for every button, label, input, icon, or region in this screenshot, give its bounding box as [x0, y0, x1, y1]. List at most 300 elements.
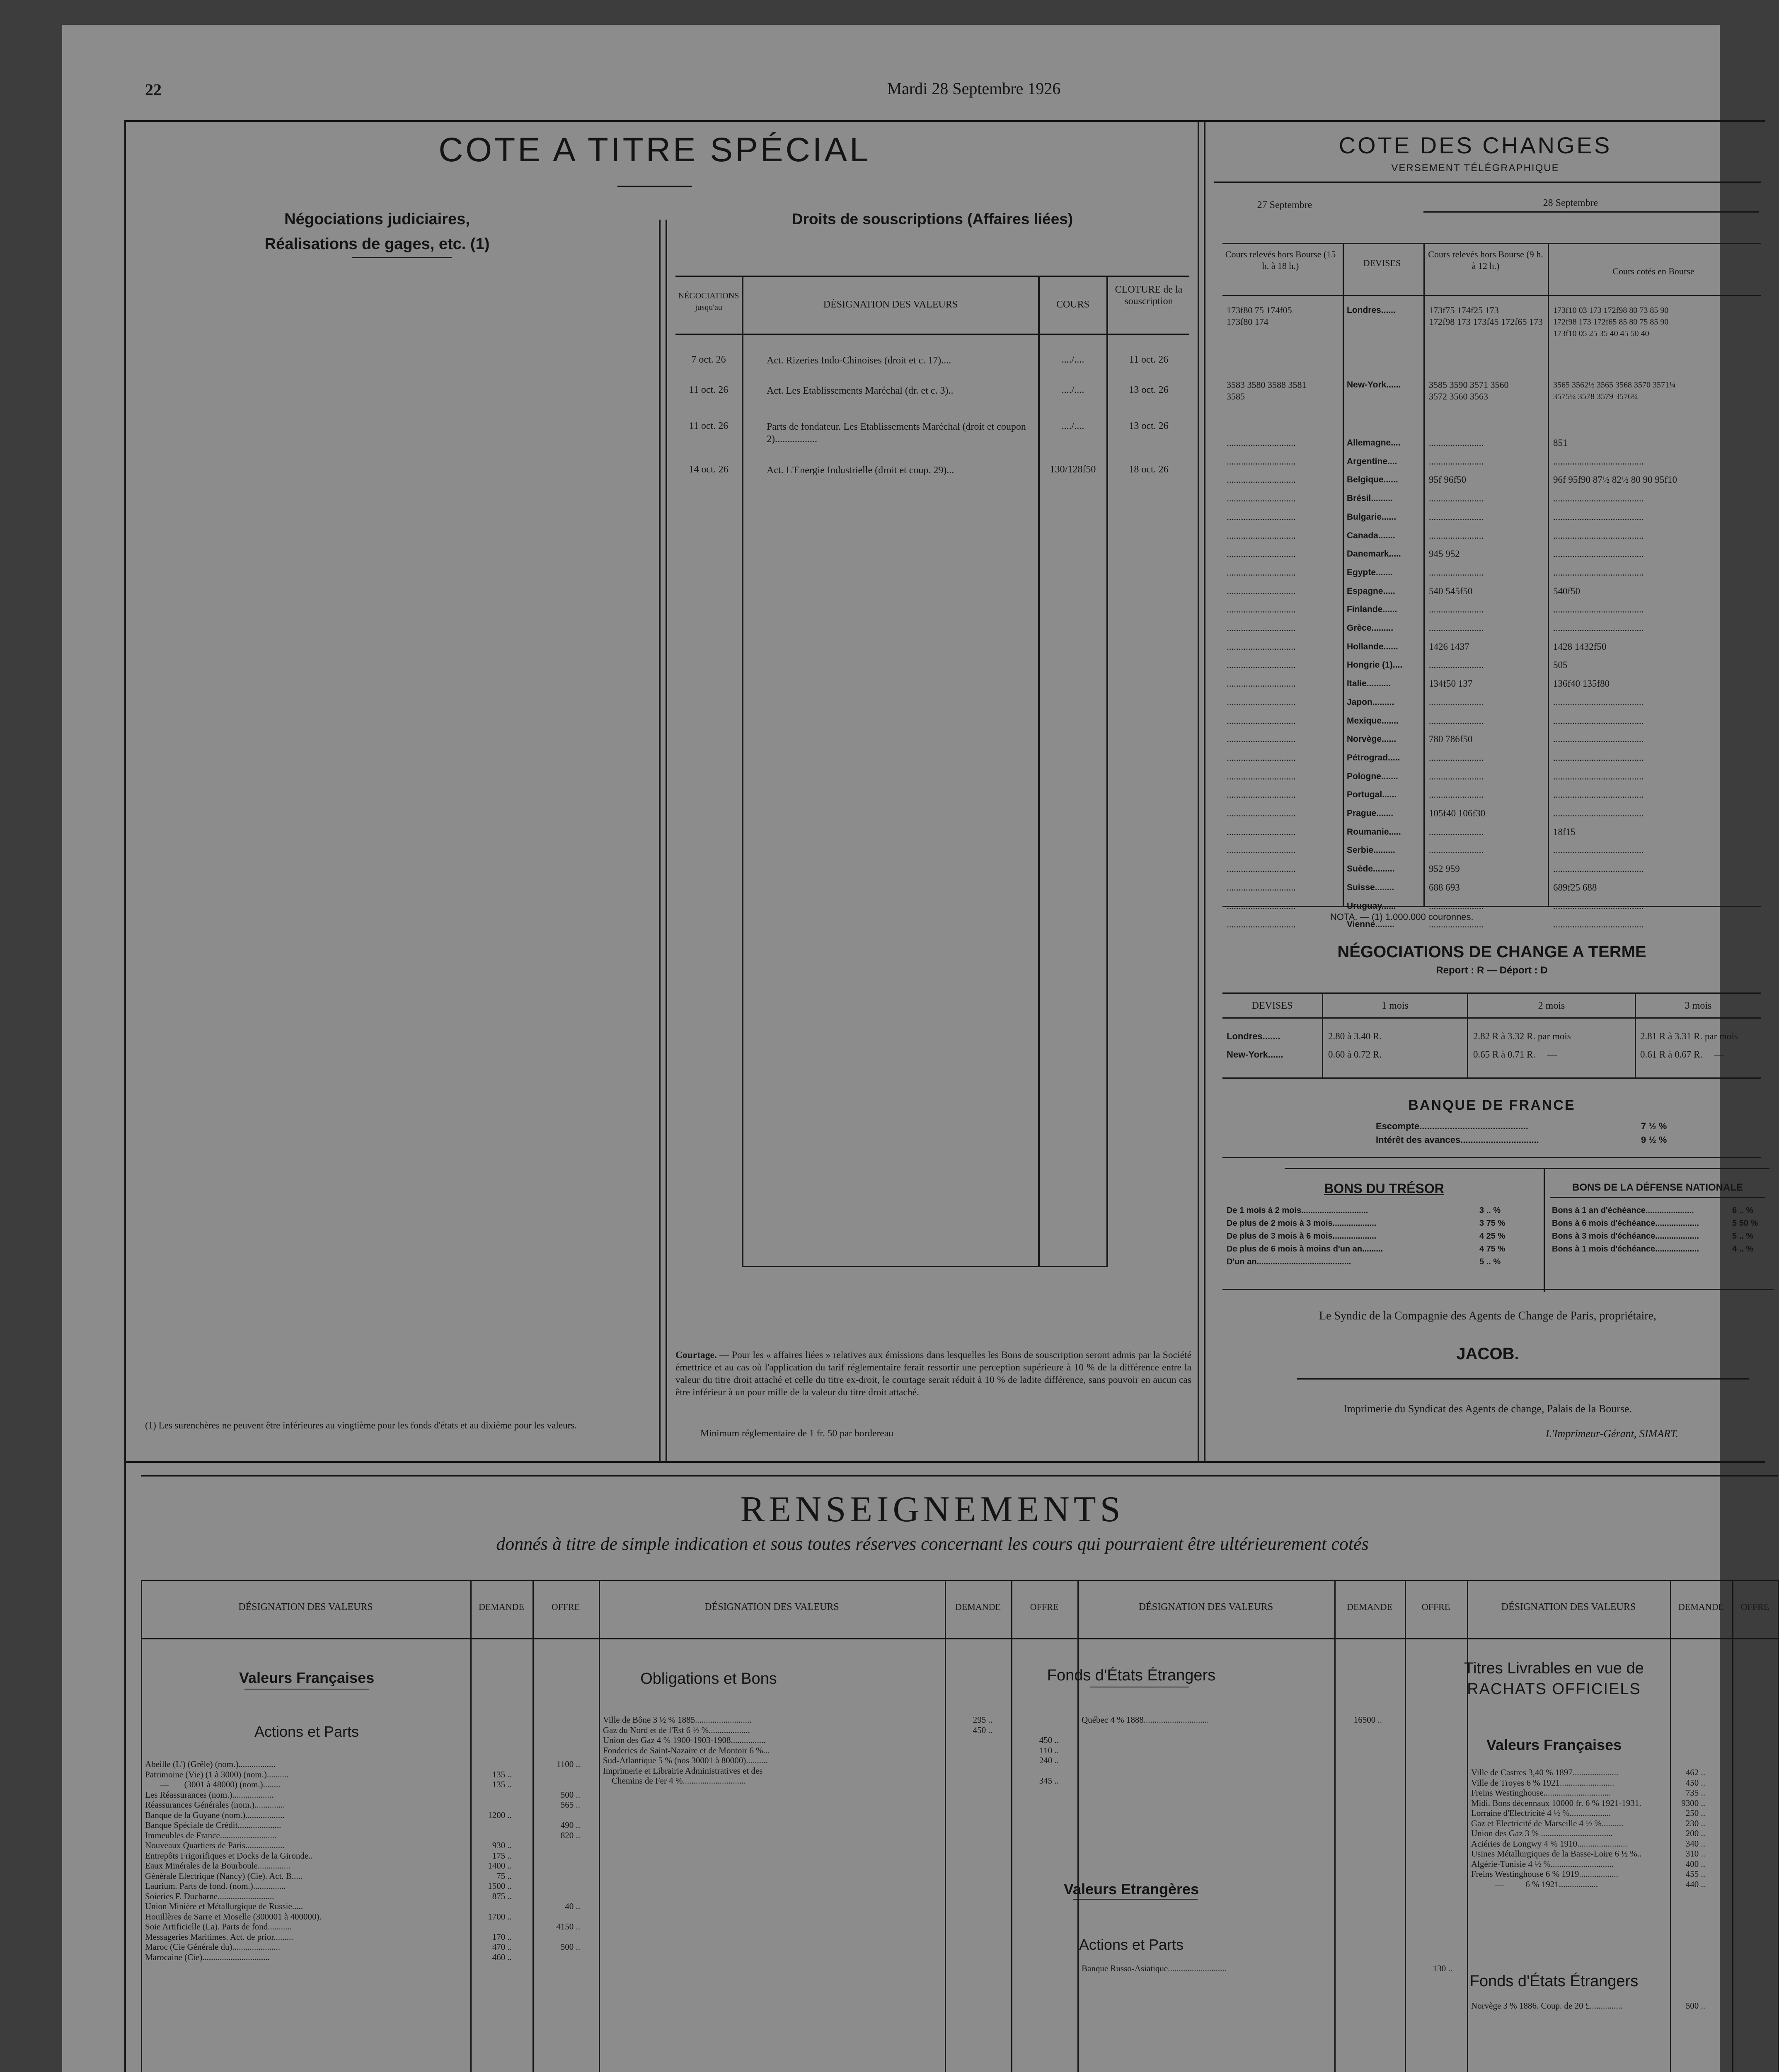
- list-item-demande: 175 ..: [492, 1850, 512, 1861]
- changes-row-prev: 3583 3580 3588 3581 3585: [1227, 380, 1307, 402]
- changes-row-devise: Mexique.......: [1347, 716, 1399, 726]
- list-item-offre: 500 ..: [560, 1789, 580, 1800]
- changes-row-horsbourse: .......................: [1429, 771, 1484, 782]
- rens-col4-sub2: Fonds d'États Étrangers: [1469, 1973, 1639, 1990]
- changes-row-devise: Argentine....: [1347, 456, 1397, 466]
- list-item-demande: 735 ..: [1685, 1788, 1705, 1798]
- changes-row-bourse: ......................................: [1553, 845, 1644, 856]
- changes-row-prev: .............................: [1227, 641, 1296, 652]
- changes-row-bourse: ......................................: [1553, 493, 1644, 504]
- list-item-demande: 75 ..: [496, 1871, 512, 1881]
- changes-row-bourse: ......................................: [1553, 864, 1644, 874]
- changes-row-horsbourse: .......................: [1429, 623, 1484, 633]
- list-item-demande: 450 ..: [1685, 1777, 1705, 1788]
- changes-row-bourse: ......................................: [1553, 549, 1644, 559]
- changes-row-horsbourse: .......................: [1429, 493, 1484, 504]
- changes-row-prev: .............................: [1227, 456, 1296, 467]
- changes-row-devise: Norvège......: [1347, 734, 1397, 744]
- list-item-offre: 565 ..: [560, 1800, 580, 1810]
- changes-row-devise: Espagne.....: [1347, 586, 1395, 596]
- changes-row-horsbourse: 134f50 137: [1429, 678, 1473, 689]
- changes-row-prev: .............................: [1227, 900, 1296, 911]
- col-designation-header: DÉSIGNATION DES VALEURS: [1501, 1602, 1636, 1612]
- changes-row-devise: Londres......: [1347, 305, 1396, 315]
- list-item-name: Freins Westinghouse...............................: [1471, 1788, 1611, 1798]
- banque-escompte-value: 7 ½ %: [1641, 1121, 1667, 1131]
- syndic-line: Le Syndic de la Compagnie des Agents de Change de Paris, propriétaire,: [1319, 1310, 1657, 1322]
- changes-row-horsbourse: 105f40 106f30: [1429, 808, 1486, 818]
- changes-row-horsbourse: .......................: [1429, 715, 1484, 726]
- changes-row-devise: Serbie.........: [1347, 845, 1395, 855]
- changes-row-horsbourse: 3585 3590 3571 3560 3572 3560 3563: [1429, 380, 1509, 402]
- changes-row-prev: .............................: [1227, 882, 1296, 893]
- page-number: 22: [145, 80, 162, 99]
- changes-row-bourse: ......................................: [1553, 715, 1644, 726]
- changes-row-prev: .............................: [1227, 808, 1296, 818]
- column-rule: [1405, 1580, 1406, 2072]
- bons-tresor-row-value: 3 .. %: [1479, 1206, 1501, 1215]
- bons-defense-row-value: 6 .. %: [1732, 1206, 1754, 1215]
- changes-row-bourse: 173f10 03 173 172f98 80 73 85 90 172f98 173 172f65 85 80 75 85 90 173f10 05 25 35 40 45 50 40: [1553, 306, 1669, 338]
- bons-defense-row-value: 5 .. %: [1732, 1232, 1754, 1241]
- list-item-offre: 130 ..: [1433, 1963, 1452, 1973]
- changes-row-bourse: ......................................: [1553, 456, 1644, 467]
- droits-row-designation: Parts de fondateur. Les Etablissements Maréchal (droit et coupon 2).................: [767, 421, 1026, 445]
- changes-row-prev: .............................: [1227, 752, 1296, 763]
- list-item-name: Usines Métallurgiques de la Basse-Loire 6 ½ %..: [1471, 1849, 1642, 1859]
- changes-row-prev: .............................: [1227, 660, 1296, 670]
- changes-row-prev: .............................: [1227, 734, 1296, 745]
- col-cotes: Cours cotés en Bourse: [1612, 266, 1694, 276]
- col-designation-header: DÉSIGNATION DES VALEURS: [1138, 1602, 1273, 1612]
- changes-row-horsbourse: 952 959: [1429, 864, 1460, 874]
- column-rule: [532, 1580, 534, 2072]
- judiciaires-title: Négociations judiciaires,: [284, 211, 470, 228]
- col-negociations: NÉGOCIATIONS jusqu'au: [678, 291, 739, 312]
- droits-row-cours: ..../....: [1061, 354, 1084, 365]
- changes-row-horsbourse: .......................: [1429, 789, 1484, 800]
- list-item-demande: 400 ..: [1685, 1859, 1705, 1869]
- imprimerie-line: Imprimerie du Syndicat des Agents de change, Palais de la Bourse.: [1343, 1403, 1632, 1415]
- column-rule: [1670, 1580, 1671, 2072]
- list-item-name: Messageries Maritimes. Act. de prior.........: [145, 1932, 293, 1942]
- list-item-demande: 250 ..: [1685, 1808, 1705, 1818]
- column-rule: [1467, 1580, 1468, 2072]
- droits-row-cloture: 13 oct. 26: [1129, 385, 1169, 395]
- banque-avances-label: Intérêt des avances...............................: [1376, 1135, 1539, 1145]
- changes-row-bourse: ......................................: [1553, 567, 1644, 578]
- terme-col-devises: DEVISES: [1251, 1000, 1293, 1011]
- changes-row-prev: .............................: [1227, 604, 1296, 615]
- column-rule: [470, 1580, 472, 2072]
- changes-row-devise: Suède.........: [1347, 864, 1395, 874]
- terme-title: NÉGOCIATIONS DE CHANGE A TERME: [1337, 943, 1646, 961]
- terme-subtitle: Report : R — Déport : D: [1436, 965, 1548, 976]
- changes-row-devise: Brésil.........: [1347, 494, 1393, 503]
- list-item-offre: 40 ..: [565, 1901, 580, 1911]
- list-item-name: Union des Gaz 4 % 1900-1903-1908................: [603, 1735, 766, 1745]
- droits-row-negociation: 7 oct. 26: [691, 354, 726, 365]
- bons-tresor-row-label: De plus de 6 mois à moins d'un an.........: [1227, 1244, 1383, 1254]
- bons-tresor-title: BONS DU TRÉSOR: [1324, 1181, 1444, 1196]
- changes-row-horsbourse: .......................: [1429, 826, 1484, 837]
- droits-row-cloture: 11 oct. 26: [1129, 354, 1169, 365]
- changes-row-devise: Pologne.......: [1347, 771, 1398, 781]
- list-item-offre: 450 ..: [1039, 1735, 1059, 1745]
- col-demande-header: DEMANDE: [479, 1602, 524, 1612]
- rens-col2-section: Obligations et Bons: [640, 1670, 777, 1687]
- list-item-name: Fonderies de Saint-Nazaire et de Montoir 6 %...: [603, 1745, 770, 1755]
- changes-row-prev: .............................: [1227, 826, 1296, 837]
- column-rule: [1334, 1580, 1336, 2072]
- list-item-demande: 230 ..: [1685, 1818, 1705, 1828]
- changes-row-horsbourse: .......................: [1429, 660, 1484, 670]
- list-item-name: Soie Artificielle (La). Parts de fond...........: [145, 1922, 292, 1932]
- column-rule: [945, 1580, 946, 2072]
- changes-row-horsbourse: .......................: [1429, 845, 1484, 856]
- list-item-demande: 135 ..: [492, 1779, 512, 1789]
- changes-nota: NOTA. — (1) 1.000.000 couronnes.: [1330, 912, 1474, 922]
- changes-row-prev: .............................: [1227, 678, 1296, 689]
- bons-defense-title: BONS DE LA DÉFENSE NATIONALE: [1572, 1182, 1743, 1193]
- list-item-demande: 455 ..: [1685, 1869, 1705, 1879]
- list-item-name: Réassurances Générales (nom.)..............: [145, 1800, 285, 1810]
- terme-row-newyork-2m: 0.65 R à 0.71 R. —: [1473, 1049, 1557, 1060]
- list-item-demande: 1200 ..: [488, 1810, 512, 1820]
- list-item-name: Soieries F. Ducharne..........................: [145, 1891, 274, 1901]
- droits-row-cloture: 18 oct. 26: [1129, 464, 1169, 475]
- banque-title: BANQUE DE FRANCE: [1408, 1097, 1576, 1113]
- rens-col3-subsection2: Actions et Parts: [1079, 1936, 1184, 1953]
- list-item-demande: 470 ..: [492, 1942, 512, 1952]
- cote-speciale-title: COTE A TITRE SPÉCIAL: [438, 131, 871, 169]
- terme-row-londres-1m: 2.80 à 3.40 R.: [1328, 1031, 1382, 1041]
- page-date: Mardi 28 Septembre 1926: [887, 79, 1061, 98]
- list-item-offre: 4150 ..: [556, 1922, 580, 1932]
- list-item-demande: 200 ..: [1685, 1828, 1705, 1838]
- droits-row-cours: 130/128f50: [1050, 464, 1096, 475]
- gerant-line: L'Imprimeur-Gérant, SIMART.: [1545, 1428, 1678, 1440]
- changes-row-bourse: ......................................: [1553, 919, 1644, 930]
- droits-row-designation: Act. Rizeries Indo-Chinoises (droit et c. 17)....: [767, 355, 951, 366]
- droits-row-cours: ..../....: [1061, 421, 1084, 431]
- rens-col3-section1: Fonds d'États Étrangers: [1047, 1667, 1216, 1684]
- list-item-demande: 460 ..: [492, 1952, 512, 1962]
- list-item-demande: 170 ..: [492, 1932, 512, 1942]
- list-item-demande: 295 ..: [973, 1715, 992, 1725]
- col-offre-header: OFFRE: [1740, 1602, 1769, 1612]
- list-item-name: Houillères de Sarre et Moselle (300001 à 400000).: [145, 1911, 322, 1922]
- list-item-name: Maroc (Cie Générale du)......................: [145, 1942, 280, 1952]
- changes-row-bourse: 18f15: [1553, 826, 1576, 837]
- changes-row-devise: Hongrie (1)....: [1347, 660, 1403, 670]
- col-cloture: CLOTURE de la souscription: [1115, 284, 1183, 307]
- changes-row-prev: .............................: [1227, 511, 1296, 522]
- terme-col-1mois: 1 mois: [1382, 1000, 1409, 1011]
- changes-row-bourse: 689f25 688: [1553, 882, 1597, 893]
- terme-row-newyork-1m: 0.60 à 0.72 R.: [1328, 1049, 1382, 1060]
- changes-row-bourse: ......................................: [1553, 623, 1644, 633]
- bons-tresor-row-label: De 1 mois à 2 mois.............................: [1227, 1206, 1368, 1215]
- changes-row-prev: 173f80 75 174f05 173f80 174: [1227, 305, 1292, 327]
- bons-defense-row-label: Bons à 1 mois d'échéance...................: [1552, 1244, 1699, 1254]
- droits-row-designation: Act. L'Energie Industrielle (droit et coup. 29)...: [767, 465, 954, 476]
- list-item-offre: 1100 ..: [557, 1759, 580, 1769]
- courtage-text: — Pour les « affaires liées » relatives aux émissions dans lesquelles les Bons de souscription seront admis par la Société émettrice et au cas où l'application du tarif réglementaire ferait ressortir une perception supérieure à 10 % de la différence entre la valeur du titre droit attaché et celle du titre ex-droit, le courtage serait réduit à 10 % de ladite différence, sans pouvoir en aucun cas être inférieur à un pour mille de la valeur du titre droit attaché.: [675, 1350, 1191, 1398]
- list-item-name: — 6 % 1921..................: [1471, 1879, 1598, 1889]
- list-item-name: Aciéries de Longwy 4 % 1910.......................: [1471, 1838, 1627, 1849]
- changes-row-horsbourse: 780 786f50: [1429, 734, 1473, 745]
- changes-row-bourse: ......................................: [1553, 697, 1644, 707]
- changes-row-bourse: 505: [1553, 660, 1568, 670]
- rens-col3-section2: Valeurs Etrangères: [1063, 1881, 1199, 1898]
- changes-row-bourse: 3565 3562½ 3565 3568 3570 3571¼ 3575¼ 3578 3579 3576¾: [1553, 380, 1675, 401]
- list-item-offre: 110 ..: [1039, 1745, 1059, 1755]
- list-item-name: Marocaine (Cie)...............................: [145, 1952, 270, 1962]
- column-rule: [141, 1580, 142, 2072]
- changes-row-prev: .............................: [1227, 493, 1296, 504]
- column-rule: [599, 1580, 600, 2072]
- terme-row-newyork-3m: 0.61 R à 0.67 R. —: [1640, 1049, 1724, 1060]
- column-rule: [1011, 1580, 1012, 2072]
- list-item-name: Lorraine d'Electricité 4 ½ %...................: [1471, 1808, 1611, 1818]
- courtage-label: Courtage.: [675, 1350, 717, 1360]
- bons-tresor-row-value: 5 .. %: [1479, 1257, 1501, 1266]
- col-offre-header: OFFRE: [1030, 1602, 1059, 1612]
- changes-title: COTE DES CHANGES: [1338, 132, 1612, 158]
- changes-row-prev: .............................: [1227, 715, 1296, 726]
- list-item-name: Freins Westinghouse 6 % 1919..................: [1471, 1869, 1618, 1879]
- list-item-name: Abeille (L') (Grêle) (nom.).................: [145, 1759, 276, 1769]
- terme-row-londres-devise: Londres.......: [1227, 1031, 1280, 1041]
- changes-row-bourse: ......................................: [1553, 771, 1644, 782]
- list-item-name: Ville de Troyes 6 % 1921.........................: [1471, 1777, 1614, 1788]
- list-item-demande: 450 ..: [973, 1725, 992, 1735]
- list-item-demande: 930 ..: [492, 1840, 512, 1850]
- list-item-demande: 340 ..: [1685, 1838, 1705, 1849]
- gages-title: Réalisations de gages, etc. (1): [264, 235, 490, 253]
- list-item-demande: 1500 ..: [488, 1881, 512, 1891]
- changes-row-devise: Belgique......: [1347, 475, 1398, 485]
- list-item-name: Immeubles de France..........................: [145, 1830, 277, 1840]
- list-item-name: Générale Electrique (Nancy) (Cie). Act. B.....: [145, 1871, 303, 1881]
- changes-row-devise: Allemagne....: [1347, 438, 1401, 448]
- changes-row-devise: Hollande......: [1347, 641, 1398, 651]
- bons-tresor-row-value: 3 75 %: [1479, 1219, 1505, 1228]
- changes-row-devise: Danemark.....: [1347, 549, 1401, 559]
- changes-row-prev: .............................: [1227, 586, 1296, 596]
- list-item-demande: 440 ..: [1685, 1879, 1705, 1889]
- col-releves-left: Cours relevés hors Bourse (15 h. à 18 h.): [1225, 249, 1336, 271]
- rens-col1-subsection: Actions et Parts: [254, 1723, 359, 1740]
- changes-row-devise: Italie..........: [1347, 679, 1391, 689]
- renseignements-subtitle: donnés à titre de simple indication et sous toutes réserves concernant les cours qui pourraient être ultérieurement cotés: [496, 1534, 1369, 1554]
- terme-col-3mois: 3 mois: [1685, 1000, 1712, 1011]
- list-item-name: Les Réassurances (nom.)...................: [145, 1789, 274, 1800]
- changes-row-prev: .............................: [1227, 567, 1296, 578]
- droits-row-cours: ..../....: [1061, 385, 1084, 395]
- changes-row-devise: Roumanie.....: [1347, 827, 1401, 837]
- list-item-name: Union Minière et Métallurgique de Russie.....: [145, 1901, 303, 1911]
- changes-date-left: 27 Septembre: [1257, 200, 1312, 211]
- changes-row-devise: Pétrograd.....: [1347, 753, 1400, 762]
- changes-row-devise: Portugal......: [1347, 790, 1397, 800]
- changes-subtitle: VERSEMENT TÉLÉGRAPHIQUE: [1391, 162, 1559, 174]
- list-item-name: Ville de Bône 3 ½ % 1885..........................: [603, 1715, 752, 1725]
- droits-row-negociation: 14 oct. 26: [689, 464, 729, 475]
- list-item-name: Sud-Atlantique 5 % (nos 30001 à 80000)..........: [603, 1755, 768, 1765]
- list-item-name: Québec 4 % 1888..............................: [1082, 1715, 1209, 1725]
- column-rule: [1732, 1580, 1733, 2072]
- list-item-name: Banque Russo-Asiatique...........................: [1082, 1963, 1227, 1973]
- changes-row-horsbourse: .......................: [1429, 456, 1484, 467]
- bons-defense-row-label: Bons à 1 an d'échéance.....................: [1552, 1206, 1694, 1215]
- changes-row-prev: .............................: [1227, 530, 1296, 541]
- changes-row-bourse: 1428 1432f50: [1553, 641, 1607, 652]
- changes-row-devise: Bulgarie......: [1347, 512, 1397, 522]
- changes-row-horsbourse: .......................: [1429, 567, 1484, 578]
- rens-col4-section-2: RACHATS OFFICIELS: [1467, 1680, 1641, 1698]
- banque-avances-value: 9 ½ %: [1641, 1135, 1667, 1145]
- col-designation-header: DÉSIGNATION DES VALEURS: [238, 1602, 373, 1612]
- list-item-demande: 1400 ..: [488, 1861, 512, 1871]
- list-item-demande: 9300 ..: [1681, 1798, 1705, 1808]
- list-item-demande: 1700 ..: [488, 1911, 512, 1922]
- changes-row-devise: Grèce.........: [1347, 623, 1394, 633]
- col-designation: DÉSIGNATION DES VALEURS: [823, 299, 958, 310]
- renseignements-title: RENSEIGNEMENTS: [740, 1489, 1125, 1530]
- list-item-name: Midi. Bons décennaux 10000 fr. 6 % 1921-1931.: [1471, 1798, 1641, 1808]
- list-item-demande: 16500 ..: [1353, 1715, 1382, 1725]
- changes-row-prev: .............................: [1227, 864, 1296, 874]
- changes-row-devise: Japon.........: [1347, 697, 1394, 707]
- list-item-demande: 500 ..: [1685, 2001, 1705, 2011]
- bons-tresor-row-label: De plus de 2 mois à 3 mois...................: [1227, 1219, 1377, 1228]
- changes-row-bourse: ......................................: [1553, 734, 1644, 745]
- list-item-offre: 500 ..: [560, 1942, 580, 1952]
- changes-row-prev: .............................: [1227, 697, 1296, 707]
- changes-row-devise: Egypte.......: [1347, 567, 1393, 577]
- list-item-name: Eaux Minérales de la Bourboule...............: [145, 1861, 290, 1871]
- changes-row-bourse: ......................................: [1553, 604, 1644, 615]
- bons-tresor-row-value: 4 25 %: [1479, 1232, 1505, 1241]
- changes-row-devise: Finlande......: [1347, 605, 1397, 615]
- col-demande-header: DEMANDE: [1347, 1602, 1392, 1612]
- changes-row-prev: .............................: [1227, 919, 1296, 930]
- rens-col1-section: Valeurs Françaises: [239, 1669, 375, 1686]
- col-offre-header: OFFRE: [551, 1602, 580, 1612]
- list-item-name: Nouveaux Quartiers de Paris..................: [145, 1840, 285, 1850]
- changes-row-bourse: 851: [1553, 438, 1568, 448]
- list-item-offre: 820 ..: [560, 1830, 580, 1840]
- changes-row-bourse: ......................................: [1553, 511, 1644, 522]
- list-item-offre: 240 ..: [1039, 1755, 1059, 1765]
- list-item-demande: 462 ..: [1685, 1767, 1705, 1777]
- changes-row-horsbourse: .......................: [1429, 752, 1484, 763]
- changes-row-devise: New-York......: [1347, 380, 1401, 390]
- list-item-demande: 875 ..: [492, 1891, 512, 1901]
- bons-defense-row-label: Bons à 6 mois d'échéance...................: [1552, 1219, 1699, 1228]
- courtage-minimum: Minimum réglementaire de 1 fr. 50 par bordereau: [700, 1428, 893, 1439]
- list-item-name: Gaz et Electricité de Marseille 4 ½ %..........: [1471, 1818, 1624, 1828]
- bons-tresor-row-label: D'un an.........................................: [1227, 1257, 1351, 1266]
- changes-row-prev: .............................: [1227, 438, 1296, 448]
- changes-row-bourse: ......................................: [1553, 752, 1644, 763]
- droits-row-negociation: 11 oct. 26: [689, 385, 729, 395]
- newspaper-page: [62, 25, 1769, 2072]
- changes-row-devise: Uruguay......: [1347, 901, 1396, 911]
- rens-col4-sub1: Valeurs Françaises: [1486, 1736, 1622, 1753]
- list-item-name: Algérie-Tunisie 4 ½ %.............................: [1471, 1859, 1614, 1869]
- syndic-name: JACOB.: [1456, 1345, 1519, 1363]
- changes-row-prev: .............................: [1227, 771, 1296, 782]
- changes-row-devise: Canada.......: [1347, 530, 1395, 540]
- bons-tresor-row-value: 4 75 %: [1479, 1244, 1505, 1254]
- changes-row-bourse: 136f40 135f80: [1553, 678, 1610, 689]
- changes-row-bourse: 540f50: [1553, 586, 1581, 596]
- changes-row-prev: .............................: [1227, 789, 1296, 800]
- changes-row-horsbourse: 1426 1437: [1429, 641, 1469, 652]
- list-item-name: Norvège 3 % 1886. Coup. de 20 £...............: [1471, 2001, 1623, 2011]
- changes-row-bourse: ......................................: [1553, 808, 1644, 818]
- bons-tresor-row-label: De plus de 3 mois à 6 mois...................: [1227, 1232, 1377, 1241]
- list-item-offre: 345 ..: [1039, 1776, 1059, 1786]
- droits-row-designation: Act. Les Etablissements Maréchal (dr. et c. 3)..: [767, 385, 954, 396]
- list-item-demande: 310 ..: [1685, 1849, 1705, 1859]
- changes-row-horsbourse: .......................: [1429, 919, 1484, 930]
- bons-defense-row-value: 5 50 %: [1732, 1219, 1758, 1228]
- list-item-name: Entrepôts Frigorifiques et Docks de la Gironde..: [145, 1850, 313, 1861]
- bons-defense-row-value: 4 .. %: [1732, 1244, 1754, 1254]
- droits-row-cloture: 13 oct. 26: [1129, 421, 1169, 431]
- changes-row-devise: Vienne........: [1347, 920, 1395, 929]
- changes-row-prev: .............................: [1227, 845, 1296, 856]
- droits-row-negociation: 11 oct. 26: [689, 421, 729, 431]
- col-designation-header: DÉSIGNATION DES VALEURS: [704, 1602, 839, 1612]
- changes-date-right: 28 Septembre: [1543, 198, 1598, 208]
- changes-row-horsbourse: 945 952: [1429, 549, 1460, 559]
- courtage-note: [675, 1349, 1191, 1399]
- list-item-name: Chemins de Fer 4 %.............................: [603, 1776, 746, 1786]
- changes-row-horsbourse: 95f 96f50: [1429, 474, 1467, 485]
- changes-row-horsbourse: .......................: [1429, 900, 1484, 911]
- col-offre-header: OFFRE: [1421, 1602, 1450, 1612]
- list-item-name: Banque Spéciale de Crédit....................: [145, 1820, 281, 1830]
- changes-row-devise: Suisse........: [1347, 882, 1394, 892]
- changes-row-bourse: ......................................: [1553, 900, 1644, 911]
- list-item-name: Gaz du Nord et de l'Est 6 ½ %...................: [603, 1725, 750, 1735]
- list-item-demande: 135 ..: [492, 1769, 512, 1779]
- changes-row-bourse: ......................................: [1553, 789, 1644, 800]
- terme-row-londres-3m: 2.81 R à 3.31 R. par mois: [1640, 1031, 1738, 1041]
- list-item-name: Union des Gaz 3 % .................................: [1471, 1828, 1613, 1838]
- column-rule: [1077, 1580, 1079, 2072]
- col-releves-right: Cours relevés hors Bourse (9 h. à 12 h.): [1428, 249, 1543, 271]
- terme-col-2mois: 2 mois: [1538, 1000, 1565, 1011]
- terme-row-londres-2m: 2.82 R à 3.32 R. par mois: [1473, 1031, 1571, 1041]
- bons-defense-row-label: Bons à 3 mois d'échéance...................: [1552, 1232, 1699, 1241]
- col-demande-header: DEMANDE: [955, 1602, 1001, 1612]
- rens-col4-section-1: Titres Livrables en vue de: [1464, 1660, 1644, 1677]
- changes-row-horsbourse: .......................: [1429, 511, 1484, 522]
- list-item-name: Patrimoine (Vie) (1 à 3000) (nom.)..........: [145, 1769, 289, 1779]
- droits-title: Droits de souscriptions (Affaires liées): [791, 211, 1073, 228]
- banque-escompte-label: Escompte...........................................: [1376, 1121, 1528, 1131]
- list-item-offre: 490 ..: [560, 1820, 580, 1830]
- changes-row-horsbourse: 540 545f50: [1429, 586, 1473, 596]
- changes-row-prev: .............................: [1227, 623, 1296, 633]
- list-item-name: Laurium. Parts de fond. (nom.)...............: [145, 1881, 286, 1891]
